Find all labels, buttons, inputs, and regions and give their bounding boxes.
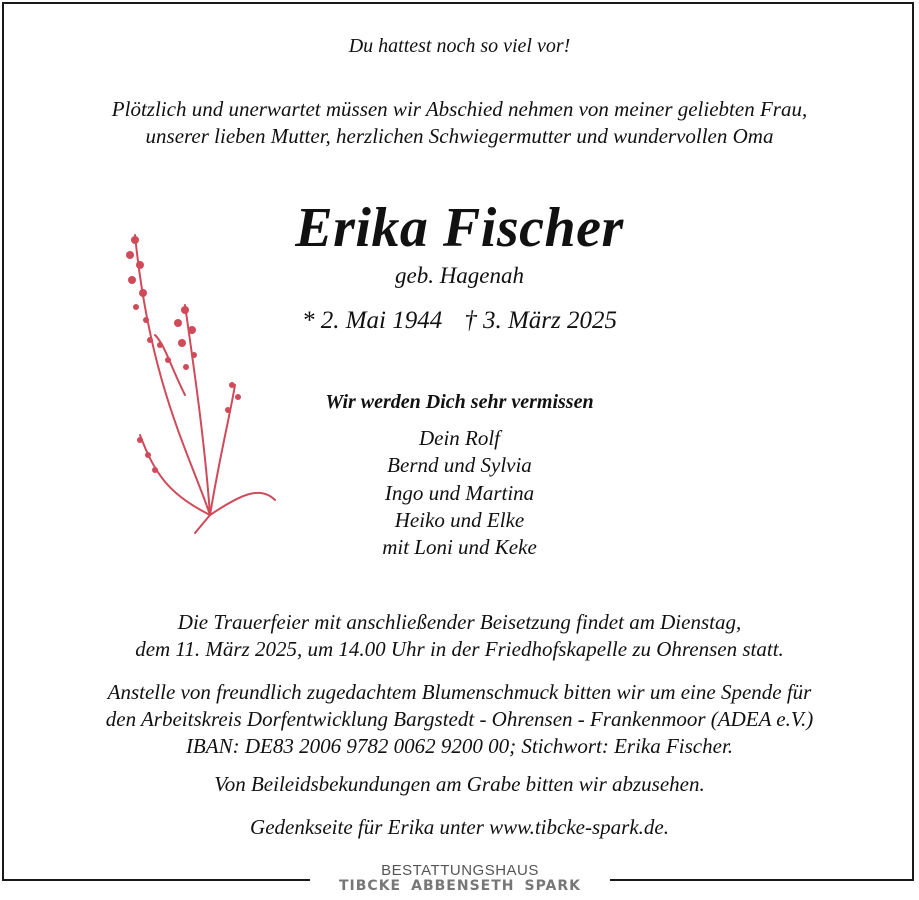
- donation-line-1: Anstelle von freundlich zugedachtem Blumenschmuck bitten wir um eine Spende für: [107, 680, 812, 704]
- motto: Du hattest noch so viel vor!: [348, 35, 571, 57]
- funeral-info-line-1: Die Trauerfeier mit anschließender Beisetzung findet am Dienstag,: [177, 610, 742, 634]
- condolence-note: Von Beileidsbekundungen am Grabe bitten wir abzusehen.: [214, 772, 705, 796]
- family-member: Dein Rolf: [418, 426, 501, 450]
- funeral-info-line-2: dem 11. März 2025, um 14.00 Uhr in der Friedhofskapelle zu Ohrensen statt.: [135, 637, 784, 661]
- birth-date: * 2. Mai 1944: [301, 307, 443, 334]
- maiden-name: geb. Hagenah: [394, 263, 525, 288]
- memorial-page-line: Gedenkseite für Erika unter www.tibcke-spark.de.: [250, 815, 669, 839]
- family-member: mit Loni und Keke: [382, 535, 537, 559]
- death-date: † 3. März 2025: [464, 307, 618, 334]
- funeral-home-logo: [310, 858, 610, 900]
- intro-line-2: unserer lieben Mutter, herzlichen Schwiegermutter und wundervollen Oma: [145, 124, 774, 148]
- logo-name: SPARK: [524, 878, 582, 894]
- farewell-line: Wir werden Dich sehr vermissen: [325, 391, 594, 413]
- donation-line-3: IBAN: DE83 2006 9782 0062 9200 00; Stichwort: Erika Fischer.: [185, 734, 734, 758]
- logo-name: ABBENSETH: [411, 878, 515, 894]
- life-dates: [0, 307, 919, 335]
- deceased-name: Erika Fischer: [295, 197, 624, 259]
- logo-title: BESTATTUNGSHAUS: [381, 862, 539, 879]
- family-member: Bernd und Sylvia: [387, 453, 532, 477]
- donation-line-2: den Arbeitskreis Dorfentwicklung Bargstedt - Ohrensen - Frankenmoor (ADEA e.V.): [105, 707, 814, 731]
- family-member: Heiko und Elke: [394, 508, 525, 532]
- logo-names: [310, 878, 610, 894]
- logo-name: TIBCKE: [338, 878, 402, 894]
- intro-line-1: Plötzlich und unerwartet müssen wir Abschied nehmen von meiner geliebten Frau,: [111, 97, 808, 121]
- family-member: Ingo und Martina: [384, 481, 535, 505]
